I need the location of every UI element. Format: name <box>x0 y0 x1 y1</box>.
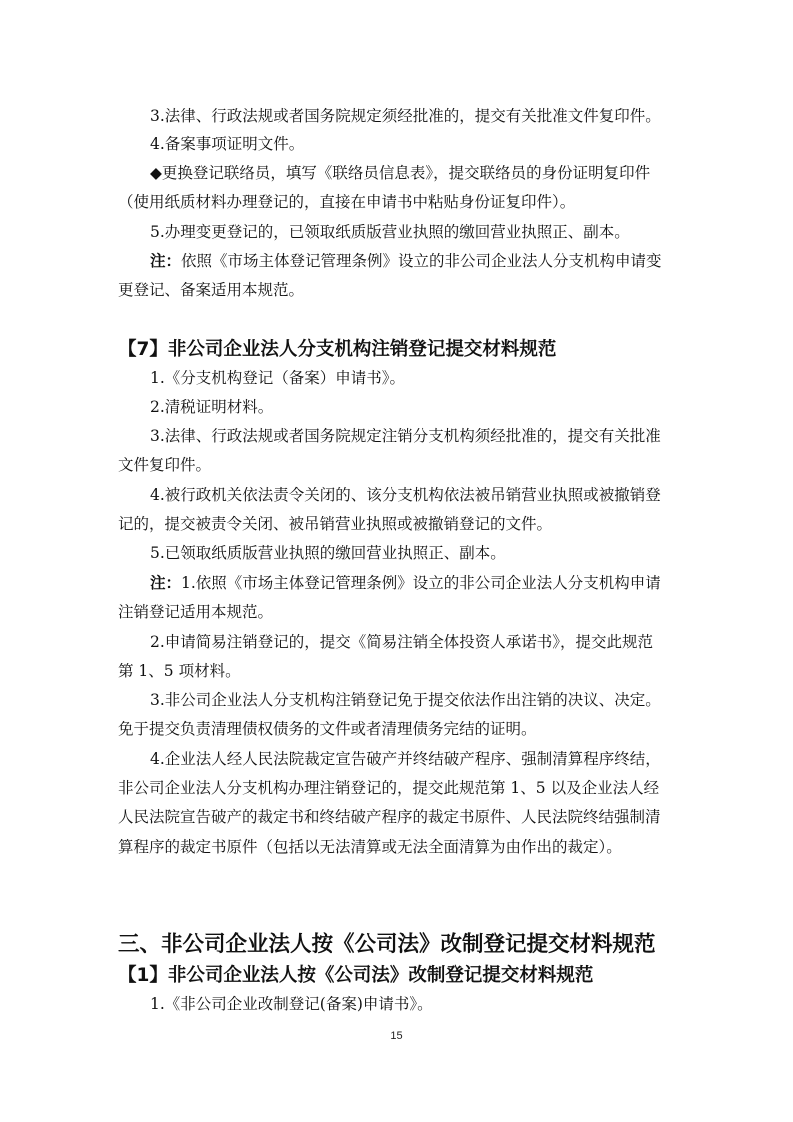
page-number: 15 <box>390 1030 403 1042</box>
section7-note1-line2: 注销登记适用本规范。 <box>118 603 274 621</box>
section7-item1: 1.《分支机构登记（备案）申请书》。 <box>150 369 406 387</box>
section7-item3-line1: 3.法律、行政法规或者国务院规定注销分支机构须经批准的，提交有关批准 <box>150 427 661 445</box>
section7-item5: 5.已领取纸质版营业执照的缴回营业执照正、副本。 <box>150 544 506 562</box>
chapter3-heading: 三、非公司企业法人按《公司法》改制登记提交材料规范 <box>118 932 656 957</box>
section7-note4-line4: 算程序的裁定书原件（包括以无法清算或无法全面清算为由作出的裁定）。 <box>118 838 622 856</box>
chapter3-item1: 1.《非公司企业改制登记(备案)申请书》。 <box>150 995 433 1013</box>
section7-note3-line1: 3.非公司企业法人分支机构注销登记免于提交依法作出注销的决议、决定。 <box>150 691 661 709</box>
note-label: 注： <box>150 574 182 592</box>
note-text: 1.依照《市场主体登记管理条例》设立的非公司企业法人分支机构申请 <box>181 574 661 592</box>
section7-note2-line2: 第 1、5 项材料。 <box>118 662 241 680</box>
chapter3-subheading: 【1】非公司企业法人按《公司法》改制登记提交材料规范 <box>118 965 594 986</box>
section7-note3-line2: 免于提交负责清理债权债务的文件或者清理债务完结的证明。 <box>118 720 537 738</box>
block1-item4: 4.备案事项证明文件。 <box>150 135 305 153</box>
section7-heading: 【7】非公司企业法人分支机构注销登记提交材料规范 <box>118 339 557 360</box>
liaison-line1: ◆更换登记联络员，填写《联络员信息表》，提交联络员的身份证明复印件 <box>150 164 651 182</box>
block1-note-line1 <box>150 250 662 272</box>
section7-item3-line2: 文件复印件。 <box>118 456 212 474</box>
section7-note2-line1: 2.申请简易注销登记的，提交《简易注销全体投资人承诺书》，提交此规范 <box>150 633 654 651</box>
section7-note4-line3: 人民法院宣告破产的裁定书和终结破产程序的裁定书原件、人民法院终结强制清 <box>118 808 661 826</box>
section7-note4-line1: 4.企业法人经人民法院裁定宣告破产并终结破产程序、强制清算程序终结， <box>150 750 661 768</box>
note-label: 注： <box>150 252 182 270</box>
block1-item3: 3.法律、行政法规或者国务院规定须经批准的，提交有关批准文件复印件。 <box>150 107 661 125</box>
block1-item5: 5.办理变更登记的，已领取纸质版营业执照的缴回营业执照正、副本。 <box>150 223 630 241</box>
liaison-line2: （使用纸质材料办理登记的，直接在申请书中粘贴身份证复印件）。 <box>118 193 576 211</box>
section7-item2: 2.清税证明材料。 <box>150 398 274 416</box>
block1-note-line2: 更登记、备案适用本规范。 <box>118 281 305 299</box>
section7-item4-line2: 记的，提交被责令关闭、被吊销营业执照或被撤销登记的文件。 <box>118 515 553 533</box>
section7-item4-line1: 4.被行政机关依法责令关闭的、该分支机构依法被吊销营业执照或被撤销登 <box>150 486 661 504</box>
note-text: 依照《市场主体登记管理条例》设立的非公司企业法人分支机构申请变 <box>181 252 662 270</box>
section7-note1-line1 <box>150 572 661 594</box>
section7-note4-line2: 非公司企业法人分支机构办理注销登记的，提交此规范第 1、5 以及企业法人经 <box>118 779 660 797</box>
